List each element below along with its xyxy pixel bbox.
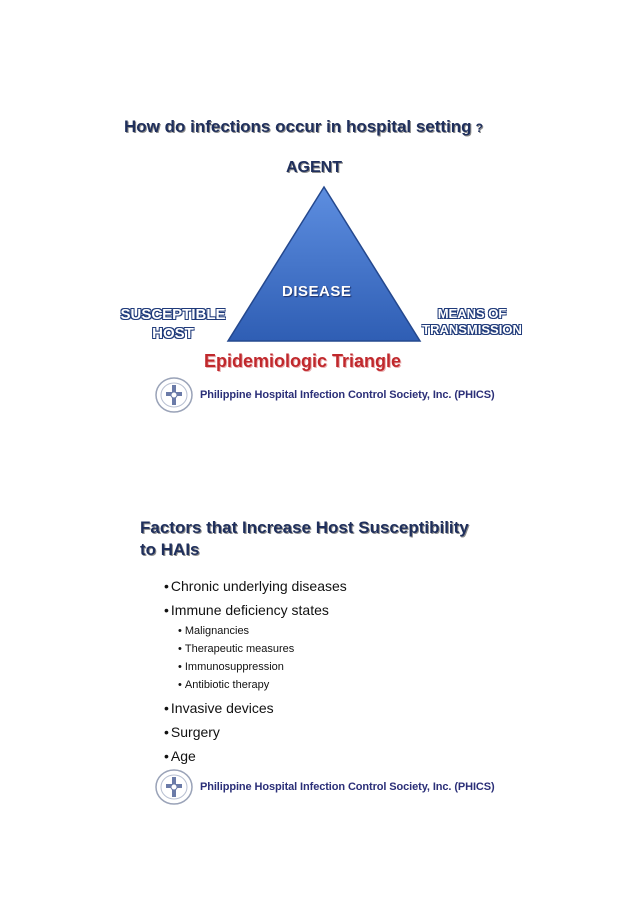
means-of-transmission-label	[414, 306, 530, 339]
agent-label: AGENT	[286, 159, 342, 176]
sub-list-item: • Malignancies	[178, 622, 464, 640]
list-item	[164, 598, 464, 694]
list-item: • Surgery	[164, 720, 464, 744]
immune-deficiency-sublist	[178, 622, 464, 694]
susceptible-host-label	[118, 306, 228, 344]
susceptibility-factors-list	[164, 574, 464, 768]
list-item: • Chronic underlying diseases	[164, 574, 464, 598]
list-item-text: Immune deficiency states	[170, 602, 329, 618]
susceptible-line2: HOST	[152, 324, 194, 342]
susceptible-line1: SUSCEPTIBLE	[120, 306, 226, 323]
slide1-title-text: How do infections occur in hospital setting	[124, 117, 472, 136]
disease-label: DISEASE	[282, 283, 352, 300]
phics-logo-text-2: Philippine Hospital Infection Control Society, Inc. (PHICS)	[200, 781, 495, 793]
sub-list-item: • Immunosuppression	[178, 658, 464, 676]
sub-list-item: • Therapeutic measures	[178, 640, 464, 658]
triangle-shape	[228, 187, 420, 341]
epidemiologic-triangle-caption: Epidemiologic Triangle	[204, 351, 402, 371]
phics-seal-icon	[154, 768, 194, 806]
slide2-title	[140, 517, 520, 561]
sub-list-item: • Antibiotic therapy	[178, 676, 464, 694]
slide1-title-mark: ?	[475, 121, 483, 135]
phics-logo-1	[154, 376, 495, 414]
phics-seal-icon	[154, 376, 194, 414]
slide2-title-line1: Factors that Increase Host Susceptibility	[140, 518, 469, 537]
list-item: • Invasive devices	[164, 696, 464, 720]
list-item: • Age	[164, 744, 464, 768]
slide1-title	[124, 117, 483, 137]
epidemiologic-triangle	[226, 185, 422, 345]
means-line2: TRANSMISSION	[422, 322, 522, 338]
slide2-title-line2: to HAIs	[140, 540, 200, 559]
means-line1: MEANS OF	[437, 306, 507, 321]
phics-logo-2	[154, 768, 495, 806]
phics-logo-text-1: Philippine Hospital Infection Control Society, Inc. (PHICS)	[200, 389, 495, 401]
